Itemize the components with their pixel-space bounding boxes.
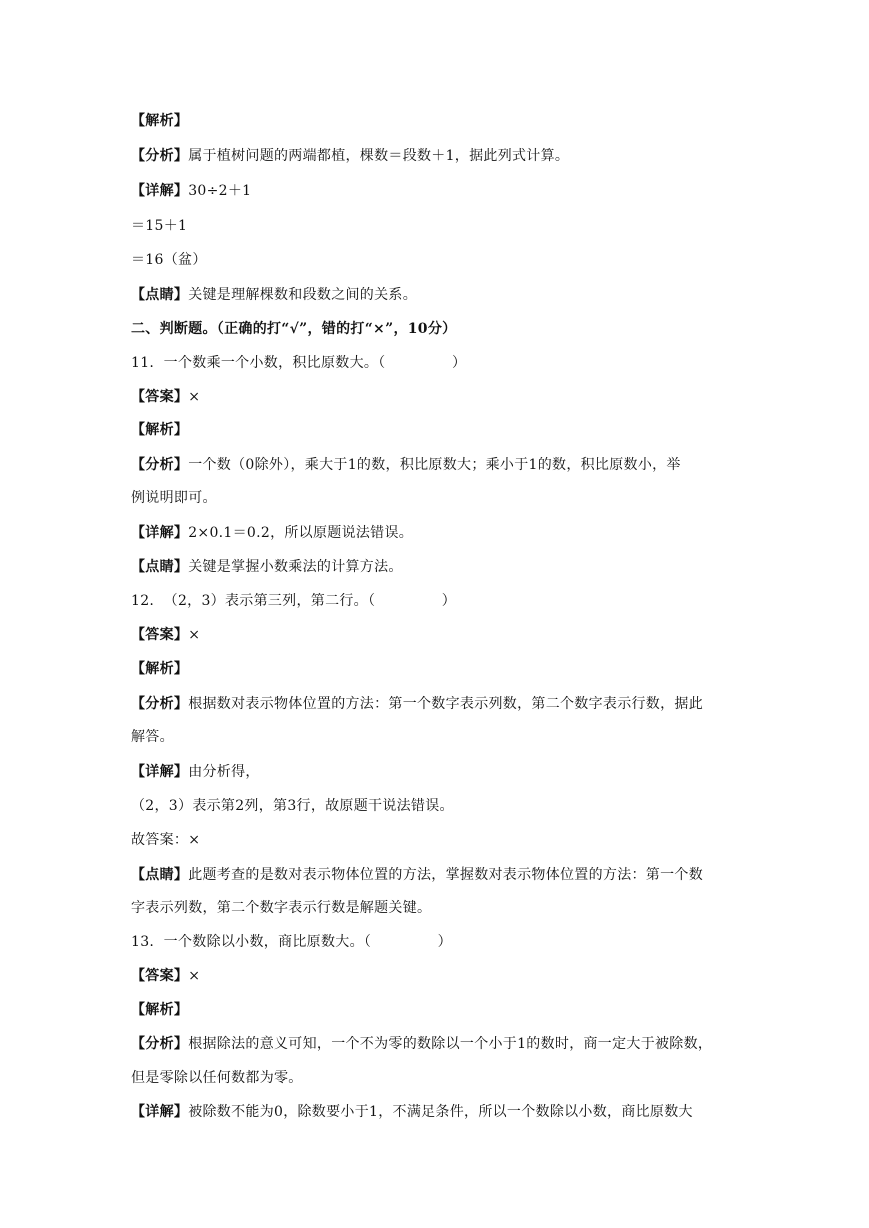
analysis-line-q13: 【分析】根据除法的意义可知，一个不为零的数除以一个小于1的数时，商一定大于被除数，: [131, 1036, 713, 1052]
question-11: 11. 一个数乘一个小数，积比原数大。（ ）: [131, 355, 467, 371]
answer-line-q12: 【答案】×: [131, 627, 201, 643]
final-answer-q12: 故答案：×: [131, 832, 201, 848]
analysis-continuation-q13: 但是零除以任何数都为零。: [131, 1070, 303, 1086]
analysis-line-q11: 【分析】一个数（0除外），乘大于1的数，积比原数大；乘小于1的数，积比原数小，举: [131, 457, 681, 473]
question-13: 13. 一个数除以小数，商比原数大。（ ）: [131, 934, 452, 950]
answer-line-q11: 【答案】×: [131, 389, 201, 405]
calc-step-2: ＝16（盆）: [131, 252, 207, 268]
detail-line-q10: 【详解】30÷2＋1: [131, 183, 252, 199]
calc-step-1: ＝15＋1: [131, 218, 188, 234]
jiexi-heading-1: 【解析】: [131, 113, 189, 129]
analysis-line-q12: 【分析】根据数对表示物体位置的方法：第一个数字表示列数，第二个数字表示行数，据此: [131, 696, 704, 712]
comment-line-q10: 【点睛】关键是理解棵数和段数之间的关系。: [131, 287, 418, 303]
analysis-continuation-q11: 例说明即可。: [131, 490, 217, 506]
answer-line-q13: 【答案】×: [131, 968, 201, 984]
analysis-line-q10: 【分析】属于植树问题的两端都植，棵数＝段数＋1，据此列式计算。: [131, 148, 570, 164]
jiexi-heading-q12: 【解析】: [131, 661, 189, 677]
jiexi-heading-q11: 【解析】: [131, 422, 189, 438]
question-12: 12. （2，3）表示第三列，第二行。（ ）: [131, 593, 457, 609]
detail-line-q13: 【详解】被除数不能为0，除数要小于1，不满足条件，所以一个数除以小数，商比原数大: [131, 1104, 693, 1120]
jiexi-heading-q13: 【解析】: [131, 1002, 189, 1018]
detail-line-q12: 【详解】由分析得，: [131, 764, 260, 780]
section-heading-judgement: 二、判断题。（正确的打“√”，错的打“×”，10分）: [131, 321, 457, 337]
analysis-continuation-q12: 解答。: [131, 729, 174, 745]
detail-line-q11: 【详解】2×0.1＝0.2，所以原题说法错误。: [131, 525, 414, 541]
detail-continuation-q12: （2，3）表示第2列，第3行，故原题干说法错误。: [131, 798, 454, 814]
comment-continuation-q12: 字表示列数，第二个数字表示行数是解题关键。: [131, 900, 432, 916]
comment-line-q11: 【点睛】关键是掌握小数乘法的计算方法。: [131, 559, 403, 575]
comment-line-q12: 【点睛】此题考查的是数对表示物体位置的方法，掌握数对表示物体位置的方法：第一个数: [131, 867, 704, 883]
